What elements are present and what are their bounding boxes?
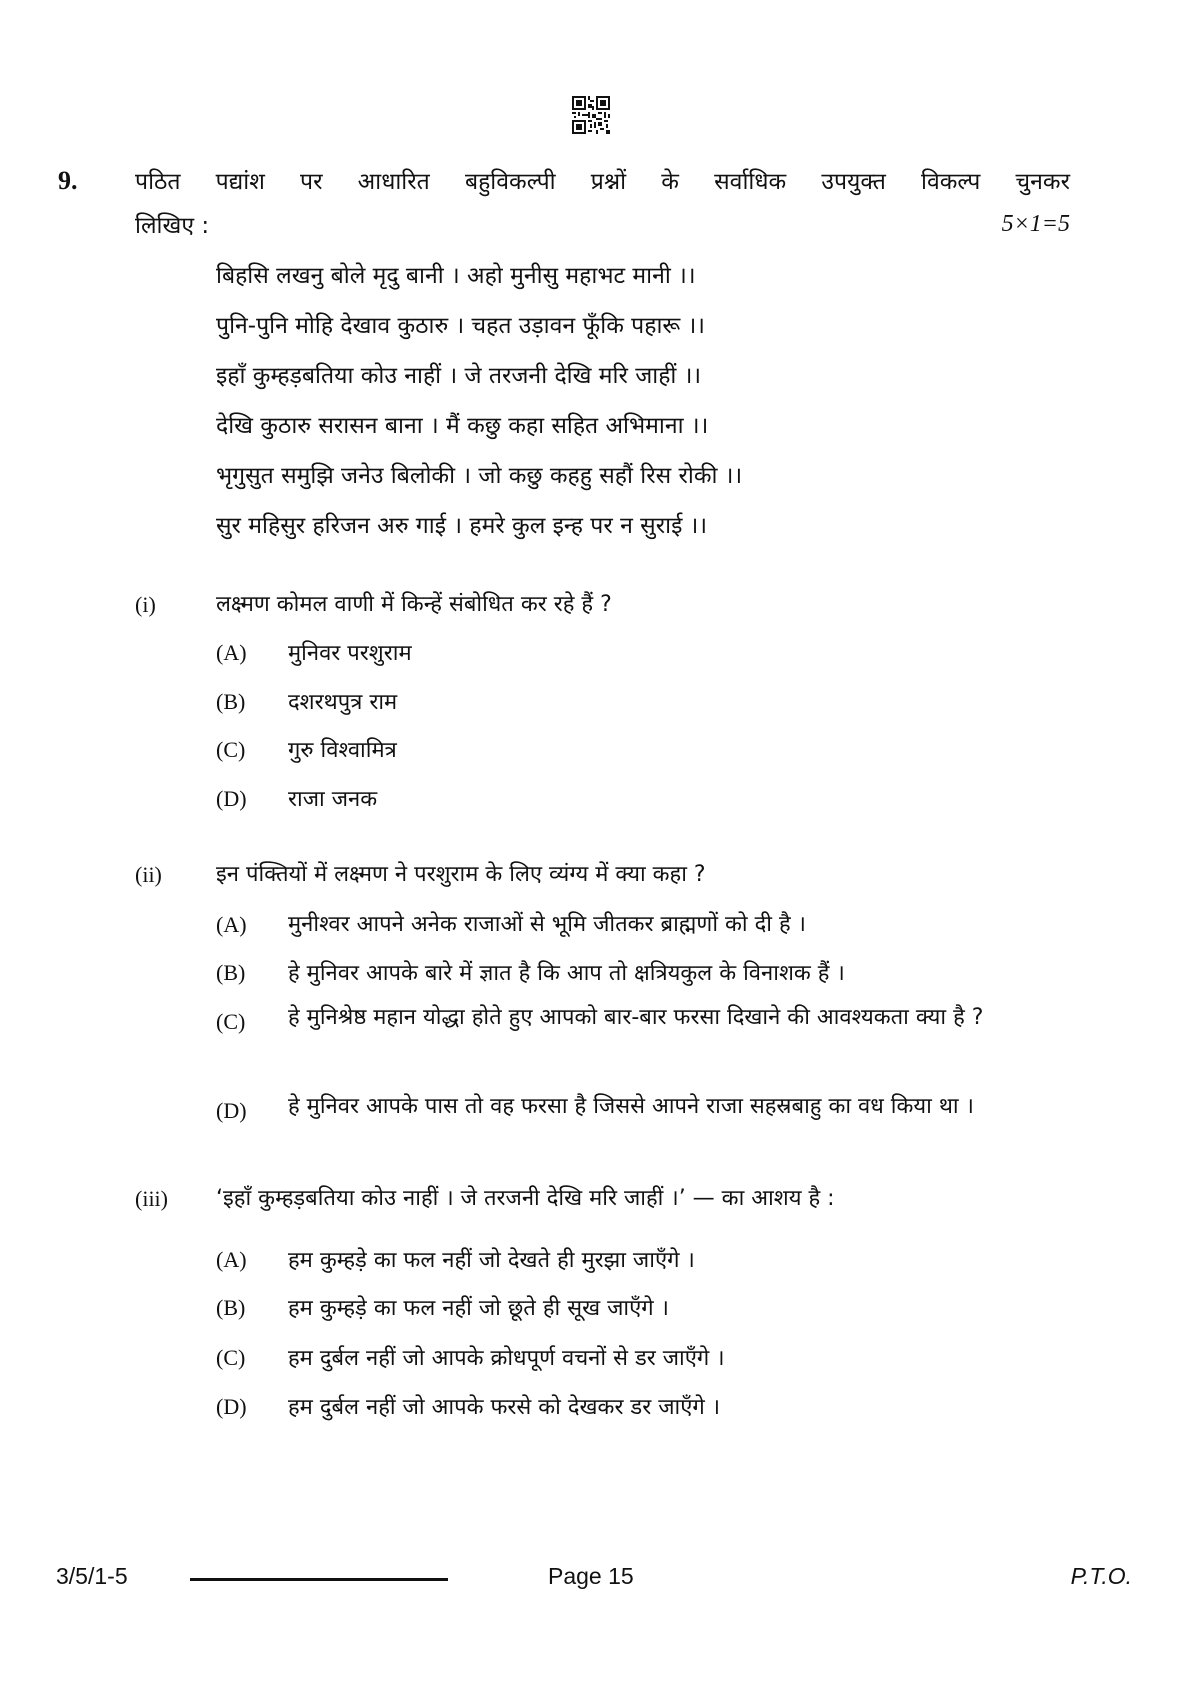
page-number: Page 15 <box>548 1563 634 1589</box>
option-label: (D) <box>216 1394 247 1419</box>
option-label: (B) <box>216 1295 246 1320</box>
qr-code-icon <box>572 96 610 134</box>
option-text: हम कुम्हड़े का फल नहीं जो देखते ही मुरझा जाएँगे । <box>288 1248 695 1273</box>
option-text: गुरु विश्वामित्र <box>288 738 397 763</box>
option-text: मुनिवर परशुराम <box>288 641 412 666</box>
option-label: (D) <box>216 786 247 811</box>
verse-line: सुर महिसुर हरिजन अरु गाई । हमरे कुल इन्ह पर न सुराई ।। <box>216 513 708 539</box>
option-text: हे मुनिवर आपके पास तो वह फरसा है जिससे आपने राजा सहस्रबाहु का वध किया था । <box>288 1094 974 1119</box>
verse-line: पुनि-पुनि मोहि देखाव कुठारु । चहत उड़ावन फूँकि पहारू ।। <box>216 313 706 339</box>
option-text: हम दुर्बल नहीं जो आपके क्रोधपूर्ण वचनों से डर जाएँगे । <box>288 1346 725 1371</box>
question-number: 9. <box>58 166 78 195</box>
question-instruction: पठित पद्यांश पर आधारित बहुविकल्पी प्रश्नों के सर्वाधिक उपयुक्त विकल्प चुनकर <box>135 169 1070 195</box>
verse-line: देखि कुठारु सरासन बाना । मैं कछु कहा सहित अभिमाना ।। <box>216 413 709 439</box>
subquestion-text: लक्ष्मण कोमल वाणी में किन्हें संबोधित कर रहे हैं ? <box>216 592 612 617</box>
option-text: हम कुम्हड़े का फल नहीं जो छूते ही सूख जाएँगे । <box>288 1296 669 1321</box>
option-label: (B) <box>216 960 246 985</box>
qr-code <box>572 96 610 134</box>
verse-line: इहाँ कुम्हड़बतिया कोउ नाहीं । जे तरजनी देखि मरि जाहीं ।। <box>216 363 702 389</box>
option-text: हे मुनिश्रेष्ठ महान योद्धा होते हुए आपको बार-बार फरसा दिखाने की आवश्यकता क्या है ? <box>288 1005 984 1030</box>
option-text: हे मुनिवर आपके बारे में ज्ञात है कि आप तो क्षत्रियकुल के विनाशक हैं । <box>288 961 845 986</box>
option-label: (A) <box>216 1247 247 1272</box>
subquestion-label: (ii) <box>135 862 162 887</box>
option-label: (C) <box>216 1009 246 1034</box>
footer-divider <box>190 1578 448 1581</box>
option-label: (D) <box>216 1098 247 1123</box>
please-turn-over: P.T.O. <box>1070 1563 1132 1589</box>
option-label: (C) <box>216 737 246 762</box>
question-instruction-line2: लिखिए : <box>135 213 210 239</box>
option-label: (C) <box>216 1345 246 1370</box>
option-label: (B) <box>216 689 246 714</box>
paper-code: 3/5/1-5 <box>56 1563 128 1589</box>
option-text: हम दुर्बल नहीं जो आपके फरसे को देखकर डर जाएँगे । <box>288 1395 721 1420</box>
option-text: दशरथपुत्र राम <box>288 690 398 715</box>
subquestion-text: ‘इहाँ कुम्हड़बतिया कोउ नाहीं । जे तरजनी देखि मरि जाहीं ।’ — का आशय है : <box>216 1186 835 1211</box>
option-label: (A) <box>216 912 247 937</box>
option-text: राजा जनक <box>288 787 378 812</box>
marks-allocation: 5×1=5 <box>1001 211 1070 237</box>
subquestion-label: (i) <box>135 592 156 617</box>
verse-line: बिहसि लखनु बोले मृदु बानी । अहो मुनीसु महाभट मानी ।। <box>216 263 696 289</box>
subquestion-text: इन पंक्तियों में लक्ष्मण ने परशुराम के लिए व्यंग्य में क्या कहा ? <box>216 862 706 887</box>
verse-line: भृगुसुत समुझि जनेउ बिलोकी । जो कछु कहहु सहौं रिस रोकी ।। <box>216 463 743 489</box>
option-text: मुनीश्वर आपने अनेक राजाओं से भूमि जीतकर ब्राह्मणों को दी है । <box>288 912 807 937</box>
option-label: (A) <box>216 640 247 665</box>
subquestion-label: (iii) <box>135 1186 168 1211</box>
